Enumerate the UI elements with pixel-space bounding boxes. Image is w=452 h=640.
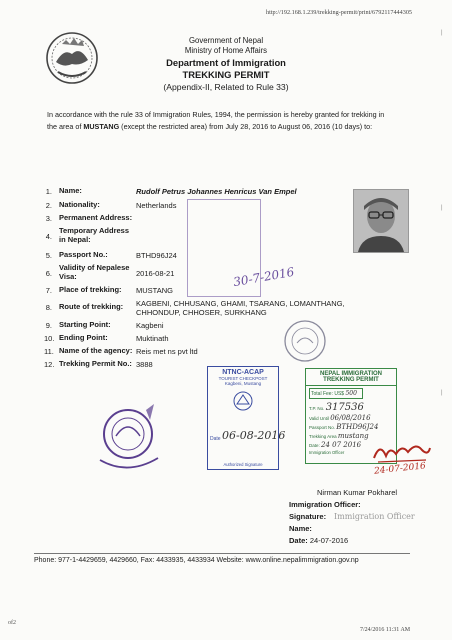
round-stamp-icon [282,318,328,364]
signature-label: Signature: [289,512,327,521]
ntnc-acap-stamp [207,366,286,470]
green-date-value: 24 07 2016 [321,441,362,449]
header-appendix: (Appendix-II, Related to Rule 33) [163,82,289,92]
person-photo-icon [354,190,408,252]
field-value: MUSTANG [136,286,173,295]
date-value: 24-07-2016 [309,536,349,545]
intro-line-2 [47,121,432,133]
handwritten-date-1: 30-7-2016 [232,264,296,290]
green-passport-value: BTHD96J24 [336,423,379,431]
intro-paragraph [47,109,432,133]
field-label: Temporary Address in Nepal: [59,226,130,244]
green-fee-value: 500 [345,390,357,397]
field-number: 8. [45,303,52,312]
ntnc-footer: Authorized Signature [223,462,263,467]
field-label: Trekking Permit No.: [59,359,132,368]
field-number: 6. [45,269,52,278]
ntnc-title: NTNC-ACAP [222,369,264,376]
intro-post: (except the restricted area) from July 28, 2016 to August 06, 2016 (10 days) to: [119,122,373,131]
field-label: Validity of Nepalese Visa: [59,263,130,281]
ntnc-location: Kagbeni, Mustang [224,381,262,386]
field-number: 11. [44,347,54,356]
field-number: 7. [45,286,52,295]
district-stamp-icon [88,400,168,476]
field-value: Rudolf Petrus Johannes Henricus Van Empel [136,187,297,196]
field-number: 1. [45,187,52,196]
edge-mark: | [441,390,443,396]
field-number: 2. [45,201,52,210]
field-number: 3. [45,214,52,223]
green-passport [309,423,396,431]
field-label: Nationality: [59,200,100,209]
ntnc-date-label: Date [210,436,221,442]
field-label: Permanent Address: [59,213,133,222]
officer-name: Nirman Kumar Pokharel [317,488,398,497]
green-title-1: NEPAL IMMIGRATION [320,371,382,377]
field-value: 2016-08-21 [136,269,175,278]
edge-mark: | [441,30,443,36]
field-value: 3888 [136,360,153,369]
field-value: Kagbeni [136,321,164,330]
intro-line-1: In accordance with the rule 33 of Immigration Rules, 1994, the permission is hereby granted for trekking in [47,110,385,119]
ntnc-logo-icon [232,390,254,412]
field-value: Reis met ns pvt ltd [136,347,198,356]
field-label: Name of the agency: [59,346,133,355]
footer-contact: Phone: 977-1-4429659, 4429660, Fax: 4433935, 4433934 Website: www.online.nepalimmigration.gov.np [34,557,359,564]
edge-mark: | [441,205,443,211]
green-valid [309,414,396,422]
name-stamp-text: Immigration Officer [334,512,415,521]
field-number: 12. [44,360,55,369]
ntnc-checkpost: TOURIST CHECKPOST [218,376,268,381]
ntnc-date: 06-08-2016 [222,429,286,442]
field-number: 9. [45,321,52,330]
green-tp [309,402,396,413]
field-label: Passport No.: [59,250,108,259]
officer-title: Immigration Officer: [289,500,361,509]
field-label: Name: [59,186,82,195]
header-government: Government of Nepal [188,36,264,45]
green-title-2: TREKKING PERMIT [306,377,396,386]
header-department: Department of Immigration [166,57,286,68]
green-area-value: mustang [337,432,369,440]
page-title: TREKKING PERMIT [182,69,270,80]
green-date-label: Date: [309,443,320,448]
intro-pre: the area of [47,122,84,131]
field-label: Place of trekking: [59,285,122,294]
green-tp-value: 317536 [325,402,364,413]
field-label: Ending Point: [59,333,108,342]
header-ministry: Ministry of Home Affairs [184,46,268,55]
green-officer-label: Immigration Officer [309,450,345,455]
field-label: Starting Point: [59,320,111,329]
green-passport-label: Passport No. [309,425,336,430]
handwritten-date-2: 24-07-2016 [373,461,427,477]
field-value: Netherlands [136,201,177,210]
green-valid-label: Valid Until [309,416,329,421]
print-timestamp: 7/24/2016 11:31 AM [360,627,411,633]
green-fee-label: Total Fee: US$ [311,391,345,397]
intro-area: MUSTANG [83,122,120,131]
green-valid-value: 06/08/2016 [330,414,371,422]
date-line [289,536,348,545]
name-label: Name: [289,524,312,533]
green-fee [309,388,363,399]
field-value: BTHD96J24 [136,251,177,260]
applicant-photo [353,189,409,253]
field-number: 4. [45,232,52,241]
field-number: 5. [45,251,52,260]
date-label: Date: [289,536,308,545]
print-url: http://192.168.1.239/trekking-permit/print/6792117444305 [266,9,413,16]
field-number: 10. [44,334,55,343]
green-area-label: Trekking Area [309,434,337,439]
field-value: Muktinath [136,334,169,343]
field-label: Route of trekking: [59,302,124,311]
page-indicator: of2 [8,620,16,626]
green-tp-label: T.P. No. [309,406,325,411]
field-value: KAGBENI, CHHUSANG, GHAMI, TSARANG, LOMANTHANG, CHHONDUP, CHHOSER, SURKHANG [136,299,345,317]
footer-divider [34,553,410,554]
